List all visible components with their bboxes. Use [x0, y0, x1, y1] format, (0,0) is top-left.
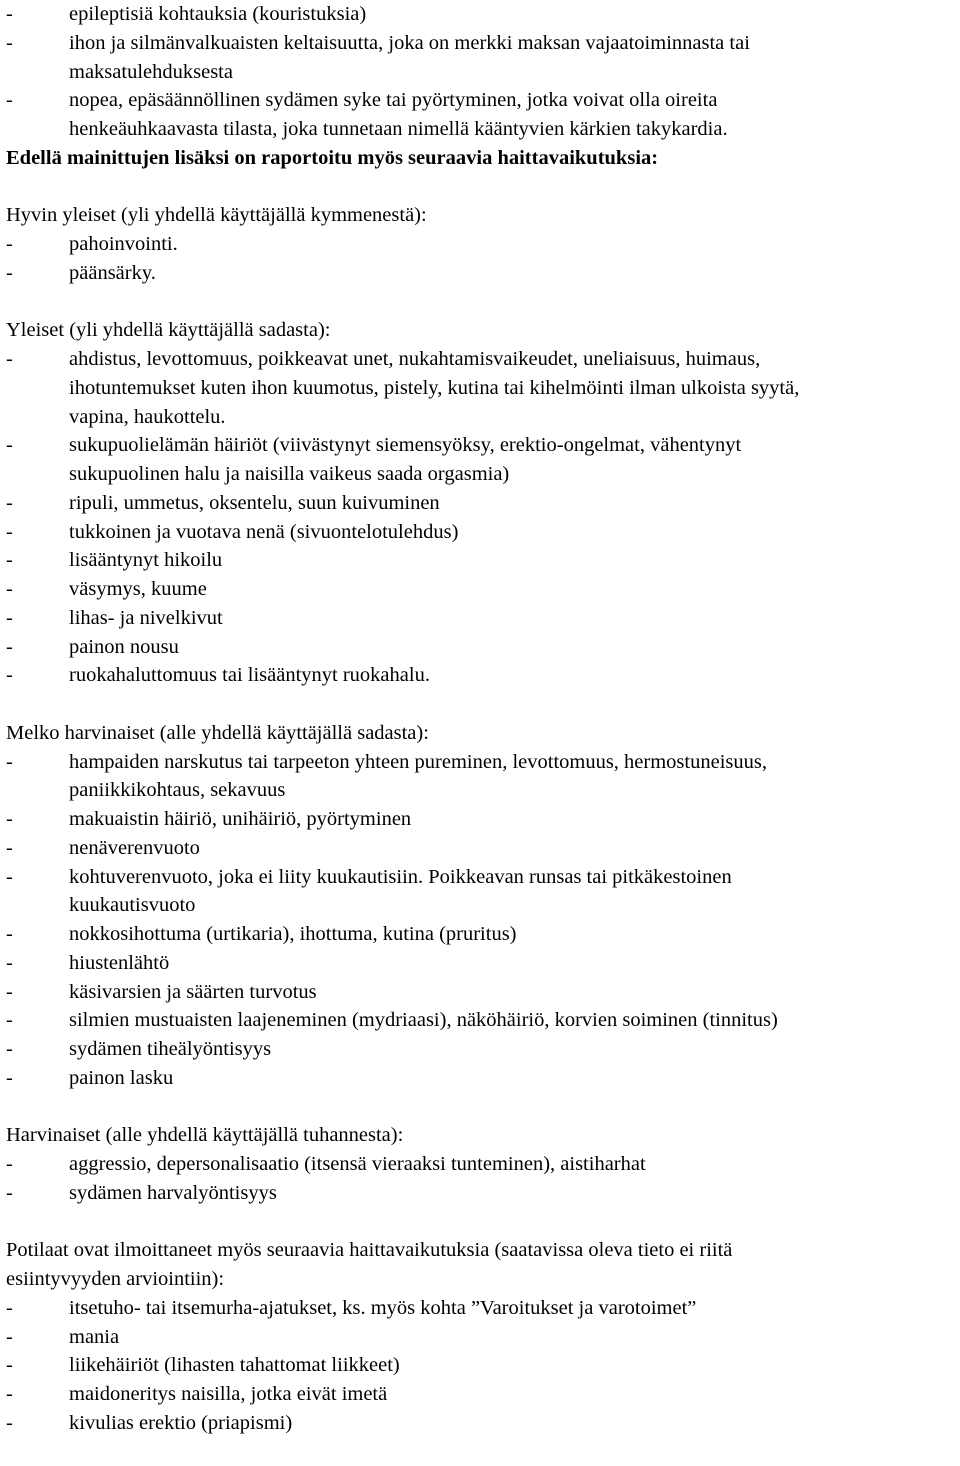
list-item: [6, 949, 956, 978]
list-item-text: sydämen tiheälyöntisyys: [69, 1038, 272, 1060]
list-bullet-dash: -: [6, 491, 13, 514]
list-item: [6, 1409, 956, 1438]
list-item: [6, 1006, 956, 1035]
list-item-text: maidoneritys naisilla, jotka eivät imetä: [69, 1383, 388, 1405]
paragraph-line: [6, 316, 956, 345]
list-item-text: nopea, epäsäännöllinen sydämen syke tai pyörtyminen, jotka voivat olla oireita: [69, 89, 718, 112]
list-item-text: aggressio, depersonalisaatio (itsensä vieraaksi tunteminen), aistiharhat: [69, 1153, 646, 1175]
document-body: [6, 0, 956, 1438]
list-bullet-dash: -: [6, 1181, 13, 1204]
list-item-text: hampaiden narskutus tai tarpeeton yhteen pureminen, levottomuus, hermostuneisuus,: [69, 750, 767, 773]
list-item-text: ihotuntemukset kuten ihon kuumotus, pistely, kutina tai kihelmöinti ilman ulkoista syytä,: [69, 376, 800, 399]
list-bullet-dash: -: [6, 1296, 13, 1319]
list-bullet-dash: -: [6, 233, 13, 255]
paragraph-gap: [6, 288, 956, 317]
paragraph-text: Melko harvinaiset (alle yhdellä käyttäjällä sadasta):: [6, 721, 429, 744]
list-item-text: sukupuolielämän häiriöt (viivästynyt siemensyöksy, erektio-ongelmat, vähentynyt: [69, 434, 742, 457]
list-item: [6, 1323, 956, 1352]
list-item-text: ihon ja silmänvalkuaisten keltaisuutta, joka on merkki maksan vajaatoiminnasta tai: [69, 31, 750, 54]
list-item: [6, 431, 956, 460]
list-bullet-dash: -: [6, 1383, 13, 1405]
list-item-text: lisääntynyt hikoilu: [69, 549, 223, 572]
list-item: [6, 259, 956, 288]
section-heading: [6, 144, 956, 173]
list-bullet-dash: -: [6, 1325, 13, 1348]
list-item-continuation: [6, 776, 956, 805]
list-bullet-dash: -: [6, 578, 13, 600]
paragraph-text: Potilaat ovat ilmoittaneet myös seuraavia haittavaikutuksia (saatavissa oleva tieto ei riitä: [6, 1239, 733, 1262]
paragraph-gap: [6, 1093, 956, 1122]
list-item-text: päänsärky.: [69, 261, 156, 284]
list-item: [6, 0, 956, 29]
list-item-text: liikehäiriöt (lihasten tahattomat liikkeet): [69, 1354, 400, 1377]
paragraph-line: [6, 719, 956, 748]
list-item-text: itsetuho- tai itsemurha-ajatukset, ks. myös kohta ”Varoitukset ja varotoimet”: [69, 1296, 697, 1319]
list-item: [6, 834, 956, 863]
list-bullet-dash: -: [6, 1009, 13, 1032]
list-item-text: nenäverenvuoto: [69, 836, 200, 859]
list-item-continuation: [6, 58, 956, 87]
list-item-text: väsymys, kuume: [69, 578, 207, 600]
list-item-text: sydämen harvalyöntisyys: [69, 1181, 277, 1204]
list-item: [6, 29, 956, 58]
list-bullet-dash: -: [6, 836, 13, 859]
list-item-text: tukkoinen ja vuotava nenä (sivuontelotulehdus): [69, 520, 459, 543]
list-item-continuation: [6, 403, 956, 432]
paragraph-gap: [6, 1208, 956, 1237]
list-item: [6, 805, 956, 834]
list-bullet-dash: -: [6, 951, 13, 974]
list-item: [6, 748, 956, 777]
list-item: [6, 1294, 956, 1323]
paragraph-text: esiintyvyyden arviointiin):: [6, 1268, 225, 1290]
list-item-text: makuaistin häiriö, unihäiriö, pyörtyminen: [69, 808, 412, 830]
list-bullet-dash: -: [6, 89, 13, 112]
list-bullet-dash: -: [6, 261, 13, 284]
list-bullet-dash: -: [6, 31, 13, 54]
list-item-continuation: [6, 460, 956, 489]
list-bullet-dash: -: [6, 865, 13, 888]
paragraph-text: Harvinaiset (alle yhdellä käyttäjällä tuhannesta):: [6, 1124, 404, 1147]
list-item-text: lihas- ja nivelkivut: [69, 606, 223, 629]
list-bullet-dash: -: [6, 635, 13, 658]
list-bullet-dash: -: [6, 808, 13, 830]
list-bullet-dash: -: [6, 606, 13, 629]
list-item-continuation: [6, 115, 956, 144]
list-item: [6, 1035, 956, 1064]
list-item-text: pahoinvointi.: [69, 233, 178, 255]
list-bullet-dash: -: [6, 3, 13, 25]
list-item: [6, 1150, 956, 1179]
list-bullet-dash: -: [6, 1354, 13, 1377]
list-item-text: ruokahaluttomuus tai lisääntynyt ruokahalu.: [69, 664, 430, 687]
list-item: [6, 1351, 956, 1380]
paragraph-line: [6, 1236, 956, 1265]
list-item-text: vapina, haukottelu.: [69, 405, 226, 428]
list-item-text: sukupuolinen halu ja naisilla vaikeus saada orgasmia): [69, 463, 510, 485]
paragraph-line: [6, 201, 956, 230]
list-item-text: henkeäuhkaavasta tilasta, joka tunnetaan nimellä kääntyvien kärkien takykardia.: [69, 118, 728, 140]
list-bullet-dash: -: [6, 750, 13, 773]
list-bullet-dash: -: [6, 520, 13, 543]
list-bullet-dash: -: [6, 923, 13, 945]
paragraph-line: [6, 1121, 956, 1150]
list-item-text: kuukautisvuoto: [69, 894, 196, 917]
paragraph-text: Hyvin yleiset (yli yhdellä käyttäjällä kymmenestä):: [6, 204, 427, 227]
list-item-continuation: [6, 891, 956, 920]
list-item-continuation: [6, 374, 956, 403]
paragraph-text: Yleiset (yli yhdellä käyttäjällä sadasta):: [6, 319, 331, 342]
list-item-text: ahdistus, levottomuus, poikkeavat unet, nukahtamisvaikeudet, uneliaisuus, huimaus,: [69, 348, 761, 370]
list-item: [6, 1380, 956, 1409]
list-item: [6, 518, 956, 547]
list-item-text: kohtuverenvuoto, joka ei liity kuukautisiin. Poikkeavan runsas tai pitkäkestoinen: [69, 865, 732, 888]
list-bullet-dash: -: [6, 1066, 13, 1089]
list-item-text: painon nousu: [69, 635, 179, 658]
list-item-text: paniikkikohtaus, sekavuus: [69, 779, 286, 802]
list-item-text: epileptisiä kohtauksia (kouristuksia): [69, 3, 367, 25]
list-item: [6, 863, 956, 892]
list-item: [6, 86, 956, 115]
list-bullet-dash: -: [6, 1038, 13, 1060]
list-item: [6, 575, 956, 604]
list-item-text: hiustenlähtö: [69, 951, 170, 974]
list-bullet-dash: -: [6, 980, 13, 1003]
list-item: [6, 489, 956, 518]
list-item: [6, 230, 956, 259]
paragraph-gap: [6, 690, 956, 719]
list-item-text: mania: [69, 1325, 120, 1348]
list-item-text: kivulias erektio (priapismi): [69, 1411, 293, 1434]
list-bullet-dash: -: [6, 348, 13, 370]
section-heading-text: Edellä mainittujen lisäksi on raportoitu myös seuraavia haittavaikutuksia:: [6, 146, 659, 169]
paragraph-gap: [6, 173, 956, 202]
list-item: [6, 345, 956, 374]
list-item: [6, 546, 956, 575]
list-item: [6, 1179, 956, 1208]
list-item: [6, 920, 956, 949]
list-bullet-dash: -: [6, 1153, 13, 1175]
paragraph-line: [6, 1265, 956, 1294]
list-item-text: silmien mustuaisten laajeneminen (mydriaasi), näköhäiriö, korvien soiminen (tinnitus): [69, 1009, 778, 1032]
list-bullet-dash: -: [6, 549, 13, 572]
list-item: [6, 978, 956, 1007]
list-item-text: käsivarsien ja säärten turvotus: [69, 980, 317, 1003]
list-bullet-dash: -: [6, 434, 13, 457]
list-item-text: painon lasku: [69, 1066, 174, 1089]
list-item: [6, 604, 956, 633]
list-item: [6, 633, 956, 662]
list-item-text: maksatulehduksesta: [69, 60, 233, 83]
list-bullet-dash: -: [6, 664, 13, 687]
list-item: [6, 661, 956, 690]
list-item-text: ripuli, ummetus, oksentelu, suun kuivuminen: [69, 491, 440, 514]
list-item-text: nokkosihottuma (urtikaria), ihottuma, kutina (pruritus): [69, 923, 517, 945]
list-bullet-dash: -: [6, 1411, 13, 1434]
list-item: [6, 1064, 956, 1093]
